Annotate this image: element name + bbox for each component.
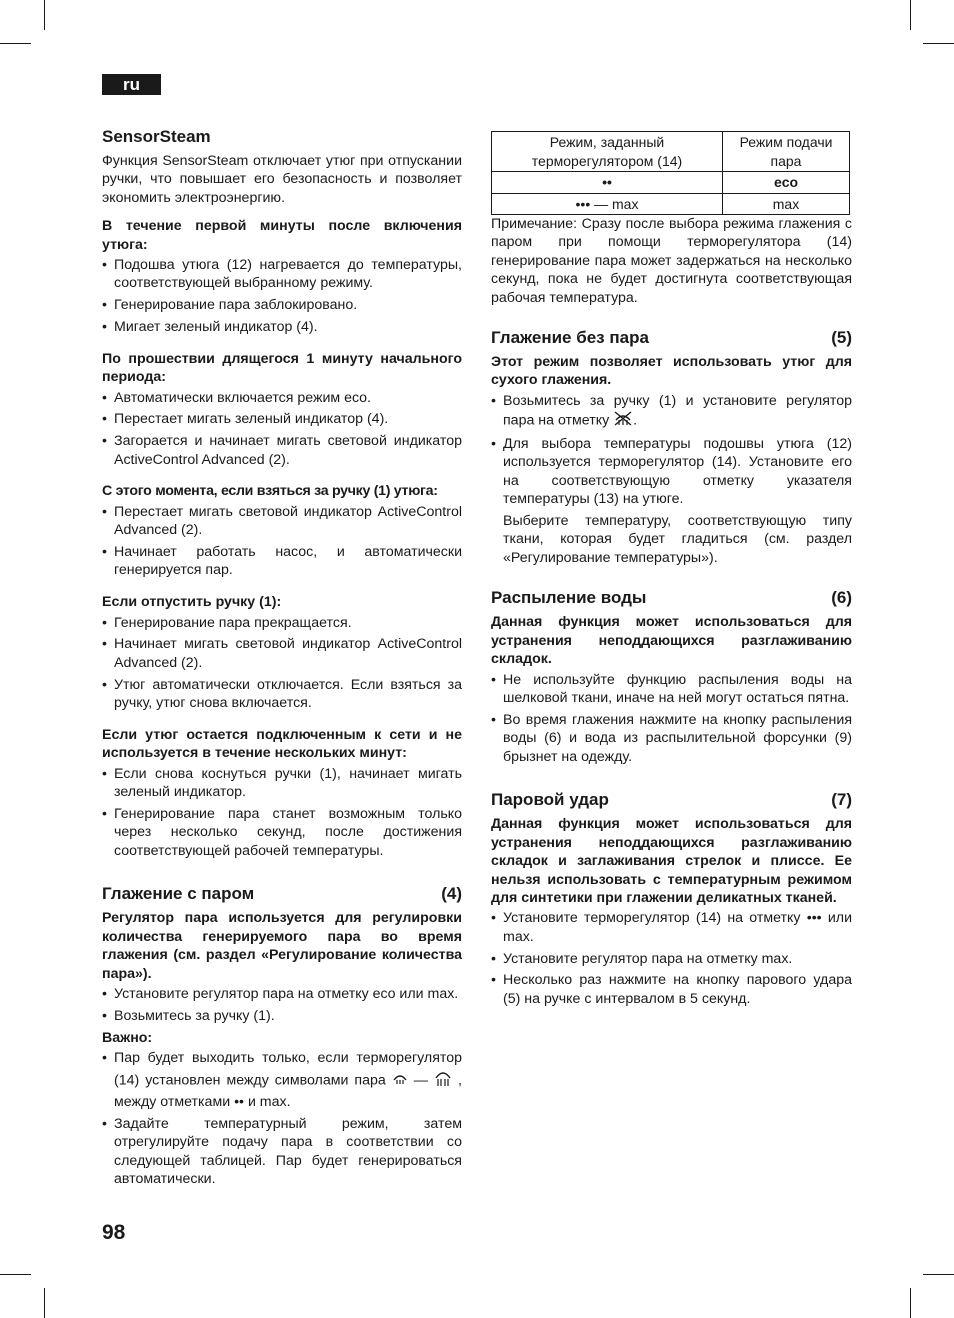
list-item: • Возьмитесь за ручку (1).	[102, 1007, 462, 1025]
idle-heading: Если утюг остается подключенным к сети и не используется в течение нескольких минут:	[102, 726, 462, 762]
list-item: • Возьмитесь за ручку (1) и установите регулятор пара на отметку .	[491, 392, 852, 432]
crop-mark	[0, 43, 31, 44]
left-column	[102, 126, 462, 1192]
list-item: • Если снова коснуться ручки (1), начинает мигать зеленый индикатор.	[102, 765, 462, 802]
table-row	[492, 193, 850, 215]
release-list	[102, 614, 462, 713]
sensorsteam-title: SensorSteam	[102, 127, 211, 146]
crop-mark	[44, 0, 45, 30]
crop-mark	[923, 1274, 954, 1275]
list-item: • Утюг автоматически отключается. Если взяться за ручку, утюг снова включается.	[102, 676, 462, 713]
table-cell: ••• — max	[492, 193, 723, 215]
crop-mark	[910, 1288, 911, 1318]
list-item: • Задайте температурный режим, затем отрегулируйте подачу пара в соответствии со следующей таблицей. Пар будет генерироваться автоматически.	[102, 1115, 462, 1189]
list-item: • Начинает работать насос, и автоматически генерируется пар.	[102, 543, 462, 580]
list-item: • Автоматически включается режим eco.	[102, 389, 462, 407]
dry-ironing-title: Глажение без пара (5)	[491, 328, 852, 348]
list-item: • Несколько раз нажмите на кнопку парового удара (5) на ручке с интервалом в 5 секунд.	[491, 971, 852, 1008]
list-item: • Генерирование пара прекращается.	[102, 614, 462, 632]
steam-shot-intro: Данная функция может использоваться для устранения неподдающихся разглаживанию складок и заглаживания стрелок и плиссе. Ее нельзя использовать с температурным режимом для синтетики при глажении деликатных тканей.	[491, 816, 852, 906]
sensorsteam-intro: Функция SensorSteam отключает утюг при отпускании ручки, что повышает его безопасность и позволяет экономить электроэнергию.	[102, 153, 462, 206]
list-item: • Во время глажения нажмите на кнопку распыления воды (6) и вода из распылительной форсунки (9) брызнет на одежду.	[491, 711, 852, 766]
steam-shot-title: Паровой удар (7)	[491, 790, 852, 810]
after-heading: По прошествии длящегося 1 минуту начального периода:	[102, 350, 462, 386]
language-tab: ru	[102, 74, 161, 95]
table-row	[492, 172, 850, 194]
dry-ironing-list	[491, 392, 852, 509]
after-list	[102, 389, 462, 469]
list-item: • Подошва утюга (12) нагревается до температуры, соответствующей выбранному режиму.	[102, 256, 462, 293]
water-spray-intro: Данная функция может использоваться для устранения неподдающихся разглаживанию складок.	[491, 614, 852, 668]
list-item: • Пар будет выходить только, если терморегулятор (14) установлен между символами пара — , между отметками •• и max.	[102, 1049, 462, 1111]
list-item: • Мигает зеленый индикатор (4).	[102, 318, 462, 336]
list-item: • Перестает мигать световой индикатор ActiveControl Advanced (2).	[102, 503, 462, 540]
table-cell: ••	[492, 172, 723, 194]
list-item: • Начинает мигать световой индикатор ActiveControl Advanced (2).	[102, 635, 462, 672]
table-header: Режим, заданный терморегулятором (14)	[492, 132, 723, 172]
list-item: • Загорается и начинает мигать световой индикатор ActiveControl Advanced (2).	[102, 432, 462, 469]
crop-mark	[910, 0, 911, 30]
first-minute-list	[102, 256, 462, 336]
water-spray-list	[491, 671, 852, 766]
steam-ironing-intro: Регулятор пара используется для регулировки количества генерируемого пара во время глажения (см. раздел «Регулирование количества пара»).	[102, 910, 462, 982]
steam-high-icon	[434, 1068, 452, 1093]
dry-ironing-continuation: Выберите температуру, соответствующую типу ткани, которая будет гладиться (см. раздел «Регулирование температуры»).	[503, 513, 852, 566]
right-column	[491, 131, 852, 1012]
idle-list	[102, 765, 462, 860]
release-heading: Если отпустить ручку (1):	[102, 594, 282, 611]
crop-mark	[44, 1288, 45, 1318]
list-item: • Установите терморегулятор (14) на отметку ••• или max.	[491, 909, 852, 946]
table-header-row	[492, 132, 850, 172]
table-note: Примечание: Сразу после выбора режима глажения с паром при помощи терморегулятора (14) генерирование пара может задержаться на несколько секунд, пока не будет достигнута соответствующая рабочая температура.	[491, 216, 852, 306]
page-number: 98	[102, 1221, 126, 1244]
list-item: • Установите регулятор пара на отметку eco или max.	[102, 985, 462, 1003]
steam-low-icon	[392, 1071, 408, 1090]
table-header: Режим подачи пара	[723, 132, 850, 172]
grab-list	[102, 503, 462, 580]
table-cell: eco	[723, 172, 850, 194]
water-spray-title: Распыление воды (6)	[491, 588, 852, 608]
steam-shot-list	[491, 909, 852, 1008]
list-item: • Перестает мигать зеленый индикатор (4).	[102, 410, 462, 428]
list-item: • Генерирование пара станет возможным только через несколько секунд, после достижения соответствующей рабочей температуры.	[102, 805, 462, 860]
list-item: • Установите регулятор пара на отметку max.	[491, 950, 852, 968]
grab-heading: С этого момента, если взяться за ручку (1) утюга:	[102, 483, 438, 500]
steam-ironing-title: Глажение с паром (4)	[102, 884, 462, 904]
steam-settings-table	[491, 131, 850, 215]
first-minute-heading: В течение первой минуты после включения утюга:	[102, 218, 462, 253]
list-item: • Не используйте функцию распыления воды на шелковой ткани, иначе на ней могут остаться пятна.	[491, 671, 852, 708]
steam-ironing-list	[102, 985, 462, 1025]
crop-mark	[923, 43, 954, 44]
dry-ironing-intro: Этот режим позволяет использовать утюг для сухого глажения.	[491, 354, 852, 389]
list-item: • Генерирование пара заблокировано.	[102, 296, 462, 314]
important-label: Важно:	[102, 1029, 153, 1046]
no-steam-icon	[613, 410, 633, 431]
list-item: • Для выбора температуры подошвы утюга (12) используется терморегулятор (14). Установите его на соответствующую отметку указателя температуры (13) на утюге.	[491, 435, 852, 509]
important-list	[102, 1049, 462, 1188]
crop-mark	[0, 1274, 31, 1275]
table-cell: max	[723, 193, 850, 215]
